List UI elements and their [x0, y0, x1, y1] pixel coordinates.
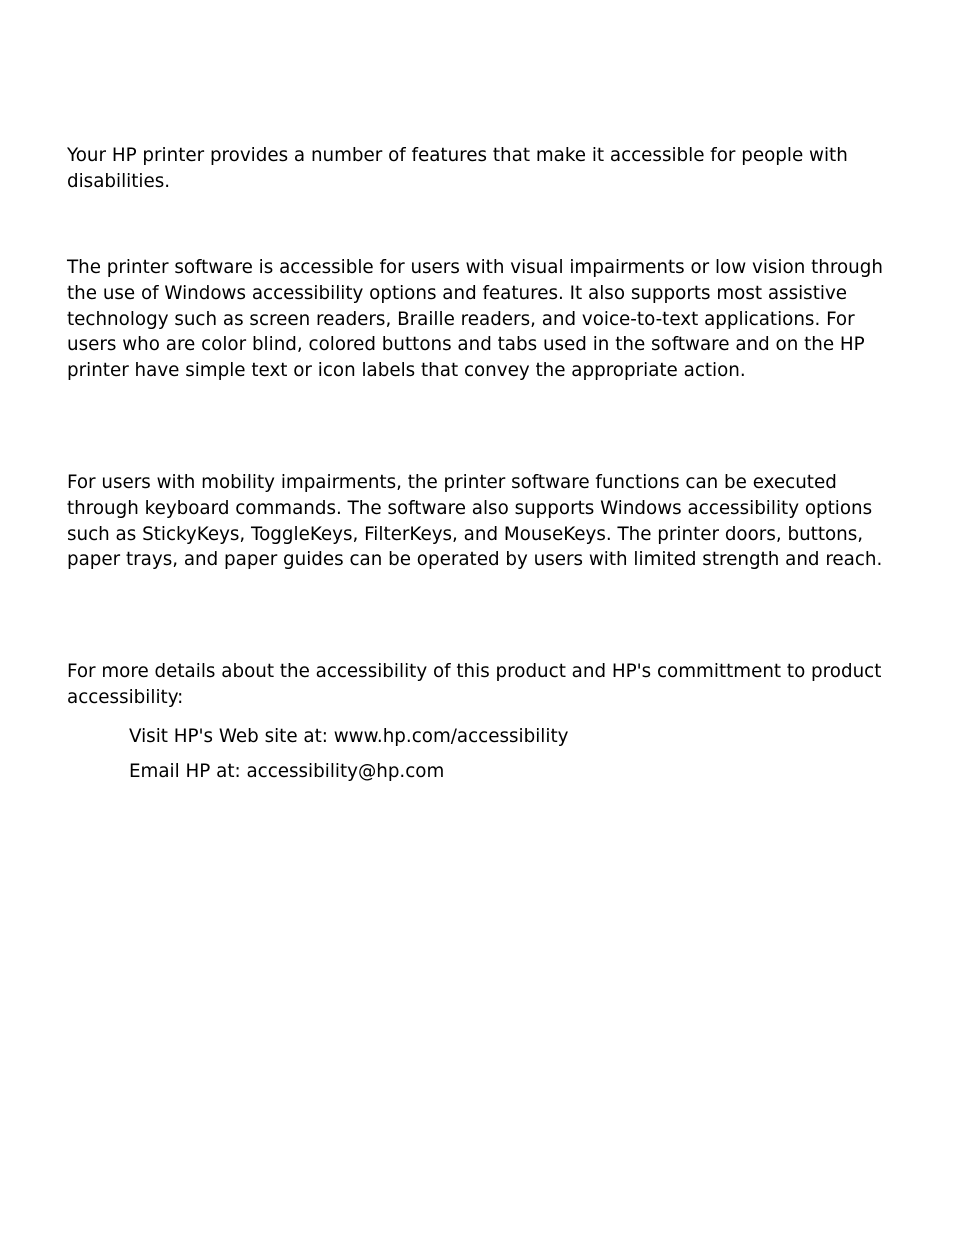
- vision-paragraph: The printer software is accessible for users with visual impairments or low vision through the use of Windows accessibility options and features. It also supports most assistive technology such as screen readers, Braille readers, and voice-to-text applications. For users who are color blind, colored buttons and tabs used in the software and on the HP printer have simple text or icon labels that convey the appropriate action.: [67, 257, 883, 382]
- intro-paragraph: Your HP printer provides a number of features that make it accessible for people with disabilities.: [67, 145, 848, 192]
- email-line: Email HP at: accessibility@hp.com: [129, 761, 445, 782]
- more-details-paragraph: For more details about the accessibility of this product and HP's committment to product accessibility:: [67, 661, 882, 708]
- website-line: Visit HP's Web site at: www.hp.com/accessibility: [129, 726, 569, 747]
- mobility-paragraph: For users with mobility impairments, the printer software functions can be executed through keyboard commands. The software also supports Windows accessibility options such as StickyKeys, ToggleKeys, FilterKeys, and MouseKeys. The printer doors, buttons, paper trays, and paper guides can be operated by users with limited strength and reach.: [67, 472, 883, 571]
